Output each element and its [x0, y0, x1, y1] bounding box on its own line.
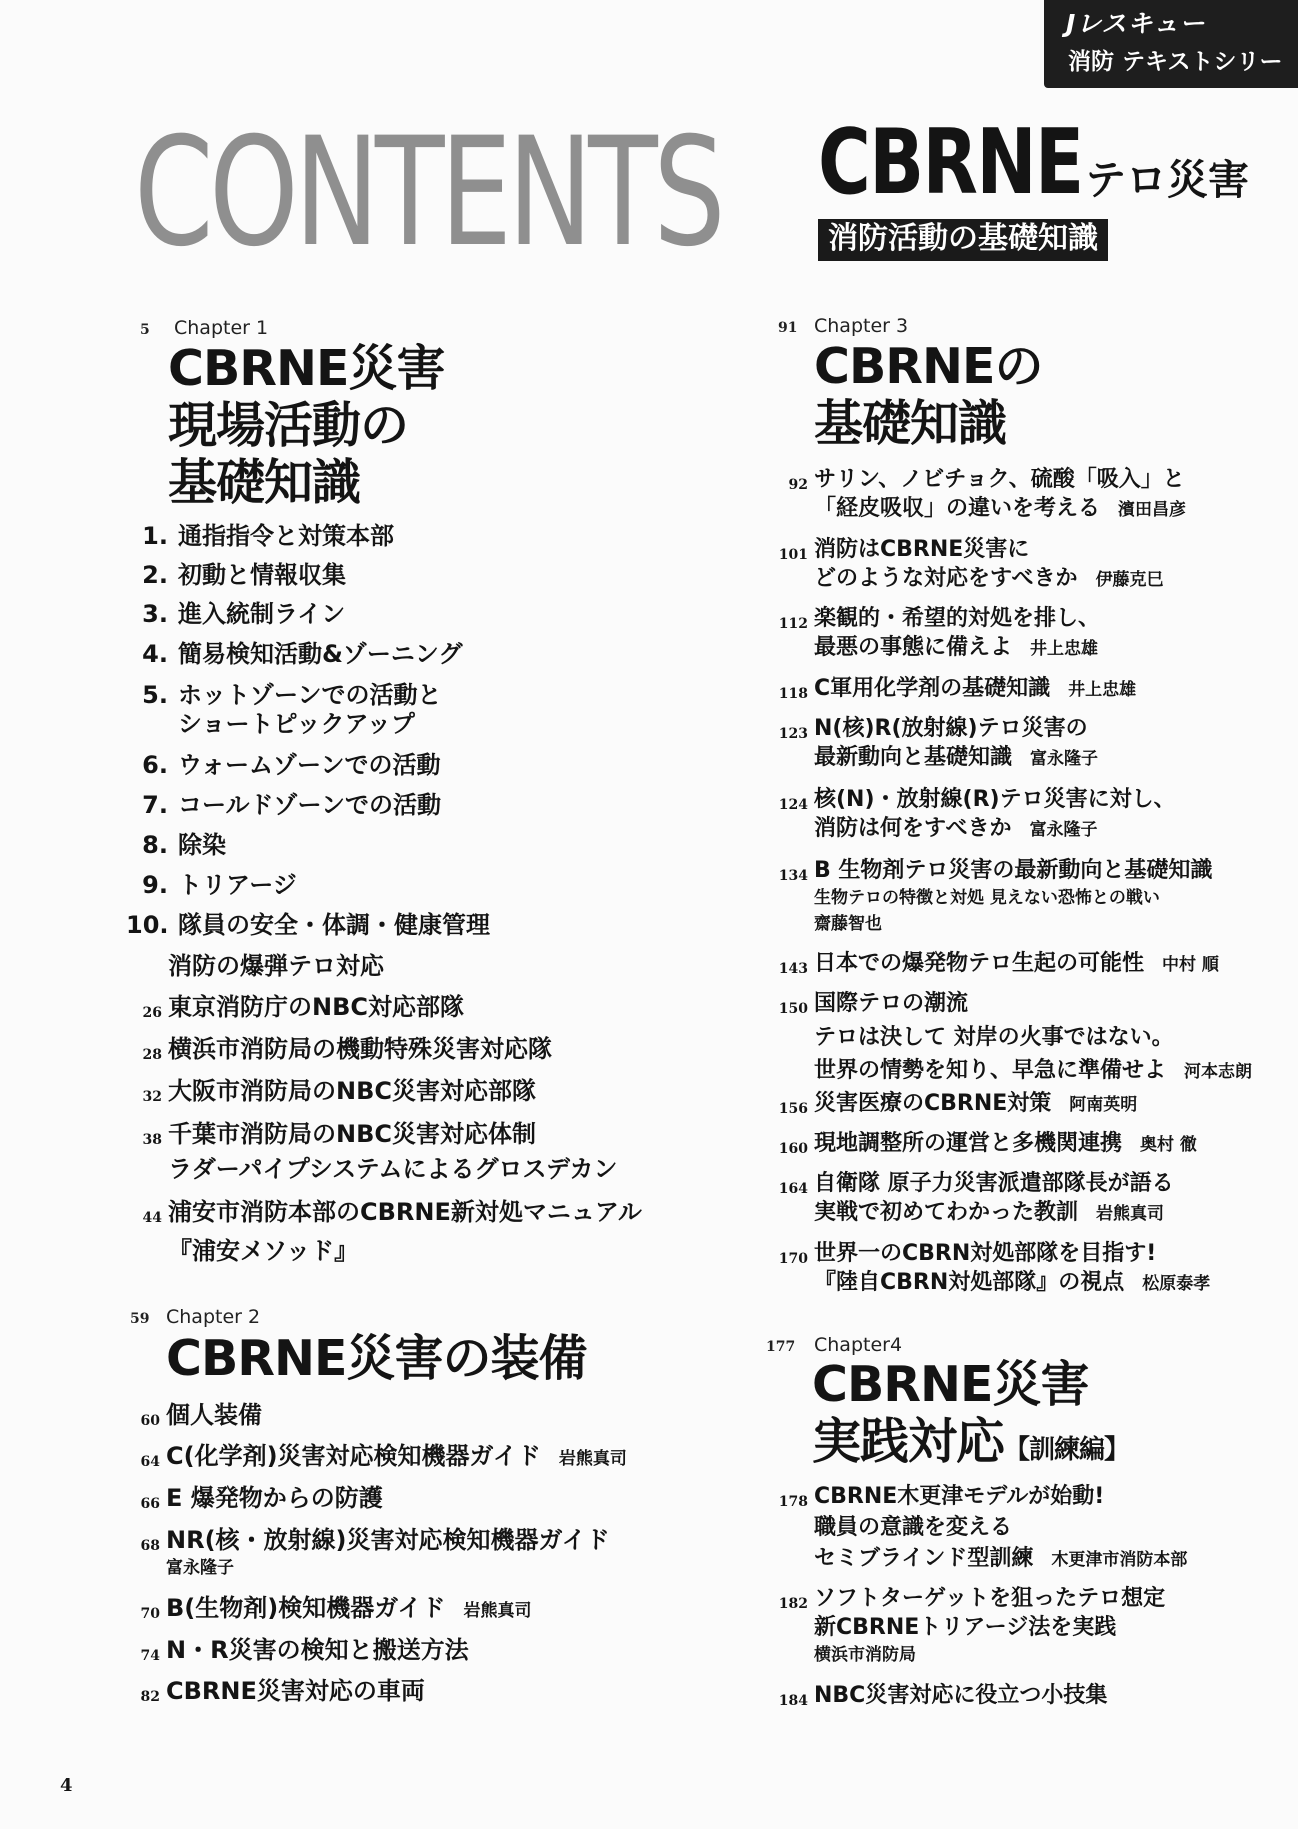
- chapter2-label: 59 Chapter 2: [130, 1306, 261, 1328]
- toc-item[interactable]: 124 核(N)・放射線(R)テロ災害に対し、 消防は何をすべきか 富永隆子: [778, 787, 1176, 841]
- chapter1-title: CBRNE災害 現場活動の 基礎知識: [168, 340, 445, 511]
- toc-item[interactable]: 184 NBC災害対応に役立つ小技集: [778, 1683, 1108, 1709]
- toc-item-bomb-terror[interactable]: 消防の爆弾テロ対応: [168, 952, 384, 980]
- toc-item[interactable]: 9. トリアージ: [142, 871, 297, 899]
- toc-item[interactable]: 64 C(化学剤)災害対応検知機器ガイド 岩熊真司: [140, 1442, 627, 1470]
- series-badge: [1044, 0, 1298, 88]
- contents-title: CONTENTS: [134, 106, 722, 280]
- toc-item[interactable]: 134 B 生物剤テロ災害の最新動向と基礎知識 生物テロの特徴と対処 見えない恐怖との戦い 齋藤智也: [778, 858, 1213, 934]
- chapter3-page: 91: [778, 320, 798, 336]
- book-title-main: CBRNE: [818, 110, 1083, 215]
- series-name: 消防 テキストシリー: [1068, 49, 1283, 75]
- series-logo: Jレスキュー: [1066, 9, 1206, 38]
- toc-item[interactable]: 2. 初動と情報収集: [142, 561, 346, 589]
- toc-item[interactable]: 92 サリン、ノビチョク、硫酸「吸入」と 「経皮吸収」の違いを考える 濱田昌彦: [788, 467, 1187, 521]
- toc-item[interactable]: 182 ソフトターゲットを狙ったテロ想定 新CBRNEトリアージ法を実践 横浜市消防局: [778, 1586, 1166, 1665]
- chapter3-label: 91 Chapter 3: [778, 315, 909, 337]
- toc-item[interactable]: 150 国際テロの潮流 テロは決して 対岸の火事ではない。 世界の情勢を知り、早急に準備せよ 河本志朗: [778, 991, 1253, 1083]
- toc-item[interactable]: 178 CBRNE木更津モデルが始動! 職員の意識を変える セミブラインド型訓練 木更津市消防本部: [778, 1484, 1188, 1571]
- toc-item[interactable]: 38 千葉市消防局のNBC災害対応体制 ラダーパイプシステムによるグロスデカン: [142, 1120, 618, 1183]
- chapter3-title: CBRNEの 基礎知識: [814, 338, 1043, 452]
- toc-item[interactable]: 5. ホットゾーンでの活動と ショートピックアップ: [142, 681, 442, 738]
- toc-item[interactable]: 32 大阪市消防局のNBC災害対応部隊: [142, 1077, 536, 1105]
- toc-item[interactable]: 68 NR(核・放射線)災害対応検知機器ガイド 富永隆子: [140, 1526, 610, 1578]
- toc-item[interactable]: 26 東京消防庁のNBC対応部隊: [142, 993, 464, 1021]
- toc-item[interactable]: 44 浦安市消防本部のCBRNE新対処マニュアル 『浦安メソッド』: [142, 1198, 642, 1265]
- toc-item[interactable]: 160 現地調整所の運営と多機関連携 奥村 徹: [778, 1131, 1197, 1157]
- toc-item[interactable]: 8. 除染: [142, 831, 226, 859]
- toc-item[interactable]: 3. 進入統制ライン: [142, 600, 346, 628]
- toc-item[interactable]: 66 E 爆発物からの防護: [140, 1484, 383, 1512]
- toc-item[interactable]: 10. 隊員の安全・体調・健康管理: [126, 911, 490, 939]
- toc-item[interactable]: 70 B(生物剤)検知機器ガイド 岩熊真司: [140, 1594, 532, 1622]
- toc-item[interactable]: 7. コールドゾーンでの活動: [142, 791, 442, 819]
- toc-item[interactable]: 101 消防はCBRNE災害に どのような対応をすべきか 伊藤克巳: [778, 537, 1164, 591]
- page-number: 4: [60, 1775, 73, 1796]
- toc-item[interactable]: 60 個人装備: [140, 1401, 262, 1429]
- toc-item[interactable]: 1. 通指指令と対策本部: [142, 522, 394, 550]
- chapter2-page: 59: [130, 1311, 150, 1327]
- chapter4-title: CBRNE災害 実践対応【訓練編】: [812, 1356, 1130, 1470]
- book-subtitle: 消防活動の基礎知識: [818, 219, 1108, 261]
- toc-item[interactable]: 164 自衛隊 原子力災害派遣部隊長が語る 実戦で初めてわかった教訓 岩熊真司: [778, 1171, 1174, 1225]
- chapter4-label: 177 Chapter4: [766, 1334, 903, 1356]
- toc-item[interactable]: 82 CBRNE災害対応の車両: [140, 1677, 425, 1705]
- toc-item[interactable]: 143 日本での爆発物テロ生起の可能性 中村 順: [778, 951, 1219, 977]
- toc-item[interactable]: 118 C軍用化学剤の基礎知識 井上忠雄: [778, 676, 1137, 702]
- chapter1-label: 5 Chapter 1: [140, 317, 269, 339]
- chapter2-title: CBRNE災害の装備: [166, 1330, 587, 1387]
- toc-item[interactable]: 123 N(核)R(放射線)テロ災害の 最新動向と基礎知識 富永隆子: [778, 716, 1099, 770]
- chapter1-page: 5: [140, 322, 150, 338]
- toc-item[interactable]: 156 災害医療のCBRNE対策 阿南英明: [778, 1091, 1138, 1117]
- toc-item[interactable]: 4. 簡易検知活動&ゾーニング: [142, 640, 463, 668]
- toc-item[interactable]: 6. ウォームゾーンでの活動: [142, 751, 441, 779]
- toc-item[interactable]: 28 横浜市消防局の機動特殊災害対応隊: [142, 1035, 552, 1063]
- chapter4-page: 177: [766, 1339, 796, 1355]
- book-title-suffix: テロ災害: [1085, 156, 1249, 204]
- toc-item[interactable]: 170 世界一のCBRN対処部隊を目指す! 『陸自CBRN対処部隊』の視点 松原泰孝: [778, 1241, 1211, 1295]
- toc-item[interactable]: 112 楽観的・希望的対処を排し、 最悪の事態に備えよ 井上忠雄: [778, 606, 1101, 660]
- toc-item[interactable]: 74 N・R災害の検知と搬送方法: [140, 1636, 469, 1664]
